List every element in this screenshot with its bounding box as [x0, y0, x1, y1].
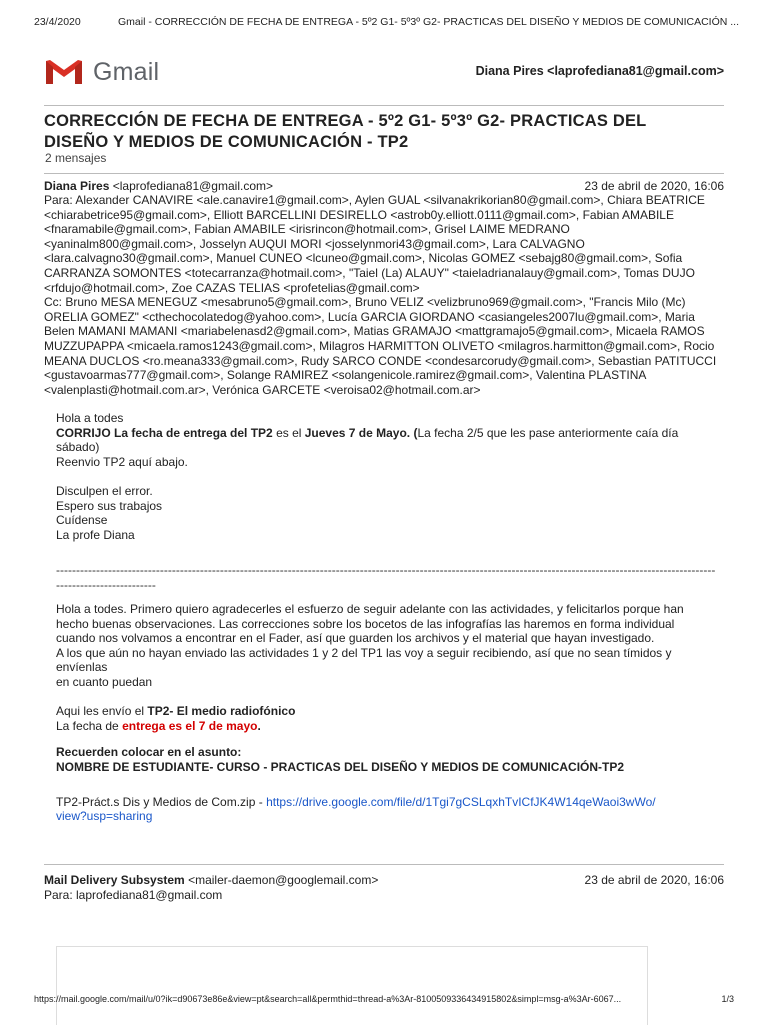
- message-header: [44, 179, 724, 193]
- resend-line: Reenvio TP2 aquí abajo.: [56, 454, 188, 469]
- closing-line: Disculpen el error.: [56, 483, 153, 498]
- message-header: [44, 873, 724, 887]
- due-date-line: [56, 719, 716, 734]
- closing-line: Cuídense: [56, 513, 108, 528]
- sender-email: <mailer-daemon@googlemail.com>: [188, 873, 379, 887]
- sender-name: Mail Delivery Subsystem: [44, 873, 185, 887]
- page-number: 1/3: [721, 994, 734, 1004]
- gmail-m-icon: [43, 57, 85, 87]
- print-url: https://mail.google.com/mail/u/0?ik=d90673e86e&view=pt&search=all&permthid=thread-a%3Ar-8100509336434915802&simpl=msg-a%3Ar-6067...: [34, 994, 622, 1004]
- sender: [44, 873, 378, 887]
- forward-paragraph: A los que aún no hayan enviado las actividades 1 y 2 del TP1 las voy a seguir recibiendo, así que no sean tímidos y envíenlas: [56, 645, 672, 675]
- drive-link[interactable]: https://drive.google.com/file/d/1Tgi7gCSLqxhTvICfJK4W14qeWaoi3wWo/view?usp=sharing: [56, 794, 656, 824]
- correction-date: Jueves 7 de Mayo. (: [304, 425, 418, 440]
- recipients: [44, 193, 724, 397]
- signature: La profe Diana: [56, 527, 135, 542]
- gmail-wordmark: Gmail: [93, 57, 160, 86]
- correction-mid: es el: [272, 425, 305, 440]
- print-title: Gmail - CORRECCIÓN DE FECHA DE ENTREGA - 5º2 G1- 5º3º G2- PRACTICAS DEL DISEÑO Y MEDIOS DE COMUNICACIÓN ...: [118, 16, 740, 28]
- greeting: Hola a todes: [56, 411, 124, 425]
- send-line: [56, 704, 716, 719]
- remember-label: Recuerden colocar en el asunto:: [56, 745, 242, 760]
- correction-line: [56, 426, 716, 455]
- message-count: 2 mensajes: [45, 151, 107, 165]
- message-body: [56, 411, 716, 542]
- forward-paragraph: Hola a todes. Primero quiero agradecerles el esfuerzo de seguir adelante con las actividades, y felicitarlos porque han hecho buenas observaciones. Las correcciones sobre los bocetos de las infografías las haremos en forma individual cuando nos volvamos a encontrar en el Fader, así que guarden los archivos y el material que hayan investigado.: [56, 602, 684, 646]
- attachment-name: TP2-Práct.s Dis y Medios de Com.zip -: [56, 794, 267, 809]
- to-line: Para: laprofediana81@gmail.com: [44, 888, 223, 902]
- sender-name: Diana Pires: [44, 179, 110, 193]
- header-divider: [44, 105, 724, 106]
- due-suffix: .: [257, 718, 261, 733]
- forwarded-body: [56, 602, 716, 824]
- closing-line: Espero sus trabajos: [56, 498, 163, 513]
- assignment-title: TP2- El medio radiofónico: [147, 704, 296, 719]
- thread-subject: CORRECCIÓN DE FECHA DE ENTREGA - 5º2 G1- 5º3º G2- PRACTICAS DEL DISEÑO Y MEDIOS DE COMUNICACIÓN - TP2: [44, 112, 647, 151]
- account-label: Diana Pires <laprofediana81@gmail.com>: [475, 64, 724, 78]
- correction-bold: CORRIJO La fecha de entrega del TP2: [56, 425, 273, 440]
- attachment-line: [56, 795, 661, 824]
- to-line: Para: Alexander CANAVIRE <ale.canavire1@gmail.com>, Aylen GUAL <silvanakrikorian80@gmail.com>, Chiara BEATRICE <chiarabetrice95@gmail.com>, Elliott BARCELLINI DESIRELLO <astrob0y.elliott.0111@gmail.com>, Fabian AMABILE <fnaramabile@gmail.com>, Fabian AMABILE <irisrincon@hotmail.com>, Grisel LAIME MEDRANO <yaninalm800@gmail.com>, Josselyn AUQUI MORI <josselynmori43@gmail.com>, Lara CALVAGNO <lara.calvagno30@gmail.com>, Manuel CUNEO <lcuneo@gmail.com>, Nicolas GOMEZ <sebajg80@gmail.com>, Sofia CARRANZA SOMONTES <totecarranza@hotmail.com>, "Taiel (La) ALAUY" <taieladrianalauy@gmail.com>, Tomas DUJO <rfdujo@hotmail.com>, Zoe CAZAS TELIAS <profetelias@gmail.com>: [44, 193, 705, 295]
- due-prefix: La fecha de: [56, 718, 123, 733]
- forward-paragraph: en cuanto puedan: [56, 674, 153, 689]
- message-date: 23 de abril de 2020, 16:06: [584, 873, 724, 887]
- print-date: 23/4/2020: [34, 16, 81, 28]
- send-prefix: Aqui les envío el: [56, 704, 148, 719]
- subject-format: NOMBRE DE ESTUDIANTE- CURSO - PRACTICAS DEL DISEÑO Y MEDIOS DE COMUNICACIÓN-TP2: [56, 759, 625, 774]
- message-divider: [44, 864, 724, 865]
- message-date: 23 de abril de 2020, 16:06: [584, 179, 724, 193]
- forward-separator: ----------------------------------------------------------------------------------------------------------------------------------------------------------------------------------------------: [56, 563, 716, 592]
- recipients: [44, 888, 724, 903]
- bounce-message-box: [56, 946, 648, 1025]
- thread-divider: [44, 173, 724, 174]
- gmail-logo[interactable]: [43, 55, 159, 89]
- due-date-highlight: entrega es el 7 de mayo: [122, 718, 258, 733]
- correction-tail: La fecha 2/5 que les pase anteriormente caía día sábado): [56, 425, 679, 455]
- sender: [44, 179, 273, 193]
- cc-line: Cc: Bruno MESA MENEGUZ <mesabruno5@gmail.com>, Bruno VELIZ <velizbruno969@gmail.com>, "Francis Milo (Mc) ORELIA GOMEZ" <cthechocolatedog@yahoo.com>, Lucía GARCIA GIORDANO <casiangeles2007lu@gmail.com>, Maria Belen MAMANI MAMANI <mariabelenasd2@gmail.com>, Matias GRAMAJO <mattgramajo5@gmail.com>, Micaela RAMOS MUZZUPAPPA <micaela.ramos1243@gmail.com>, Milagros HARMITTON OLIVETO <milagros.harmitton@gmail.com>, Rocio MEANA DUCLOS <ro.meana333@gmail.com>, Rudy SARCO CONDE <condesarcorudy@gmail.com>, Sebastian PATITUCCI <gustavoarmas777@gmail.com>, Solange RAMIREZ <solangenicole.ramirez@gmail.com>, Valentina PLASTINA <valenplasti@hotmail.com.ar>, Verónica GARCETE <veroisa02@hotmail.com.ar>: [44, 295, 717, 397]
- sender-email: <laprofediana81@gmail.com>: [112, 179, 273, 193]
